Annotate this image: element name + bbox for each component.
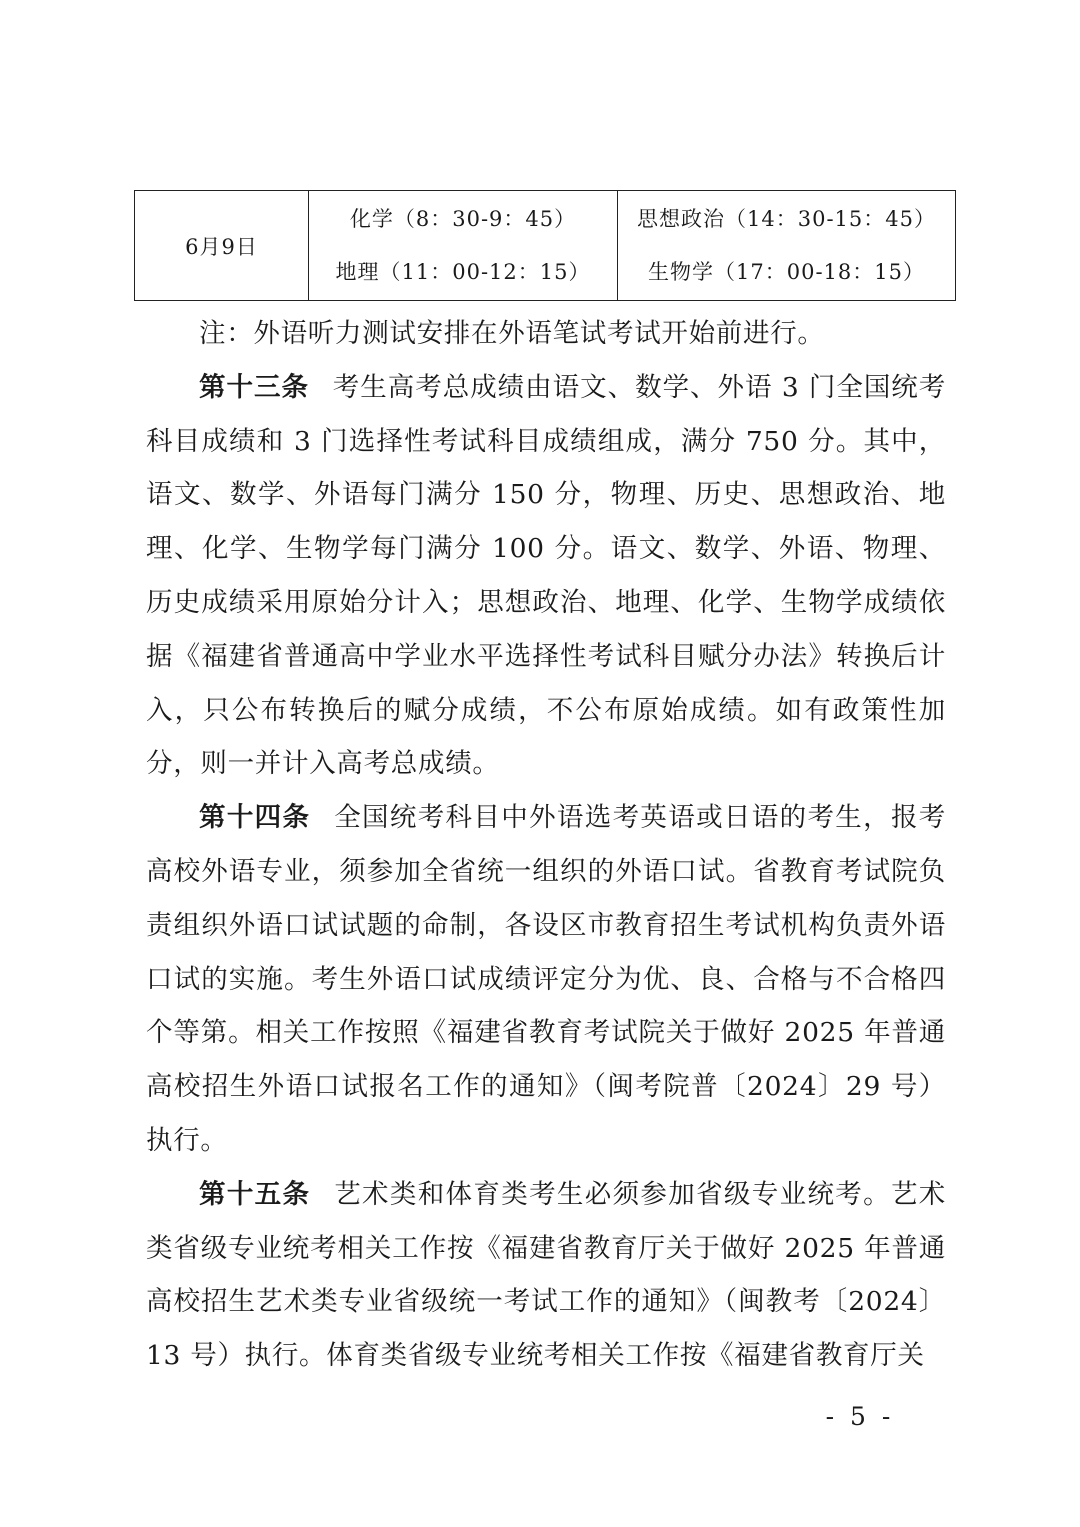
article-15-number: 第十五条 [199, 1178, 311, 1210]
article-15 [146, 1168, 946, 1383]
table-row [135, 191, 956, 301]
article-14-text: 全国统考科目中外语选考英语或日语的考生，报考高校外语专业，须参加全省统一组织的外语口试。省教育考试院负责组织外语口试试题的命制，各设区市教育招生考试机构负责外语口试的实施。考生外语口试成绩评定分为优、良、合格与不合格四个等第。相关工作按照《福建省教育考试院关于做好 2025 年普通高校招生外语口试报名工作的通知》（闽考院普〔2024〕29 号）执行。 [146, 802, 946, 1156]
article-13-text: 考生高考总成绩由语文、数学、外语 3 门全国统考科目成绩和 3 门选择性考试科目成绩组成，满分 750 分。其中，语文、数学、外语每门满分 150 分，物理、历史、思想政治、地理、化学、生物学每门满分 100 分。语文、数学、外语、物理、历史成绩采用原始分计入；思想政治、地理、化学、生物学成绩依据《福建省普通高中学业水平选择性考试科目赋分办法》转换后计入，只公布转换后的赋分成绩，不公布原始成绩。如有政策性加分，则一并计入高考总成绩。 [146, 371, 946, 780]
article-13 [146, 361, 946, 791]
article-13-number: 第十三条 [199, 371, 309, 403]
afternoon-exams-cell [618, 191, 956, 301]
exam-schedule-table [134, 190, 956, 301]
article-15-text: 艺术类和体育类考生必须参加省级专业统考。艺术类省级专业统考相关工作按《福建省教育厅关于做好 2025 年普通高校招生艺术类专业省级统一考试工作的通知》（闽教考〔2024〕13 号）执行。体育类省级专业统考相关工作按《福建省教育厅关 [146, 1178, 946, 1372]
afternoon-exam-2: 生物学（17：00-18：15） [648, 259, 925, 284]
afternoon-exam-1: 思想政治（14：30-15：45） [637, 206, 936, 231]
morning-exam-2: 地理（11：00-12：15） [335, 259, 591, 284]
article-14-number: 第十四条 [199, 802, 311, 834]
page-number: - 5 - [825, 1402, 895, 1431]
morning-exams-cell [309, 191, 618, 301]
document-body [146, 307, 946, 1383]
date-cell: 6月9日 [135, 191, 309, 301]
article-14 [146, 791, 946, 1168]
morning-exam-1: 化学（8：30-9：45） [349, 206, 577, 231]
table-note: 注：外语听力测试安排在外语笔试考试开始前进行。 [199, 318, 825, 349]
